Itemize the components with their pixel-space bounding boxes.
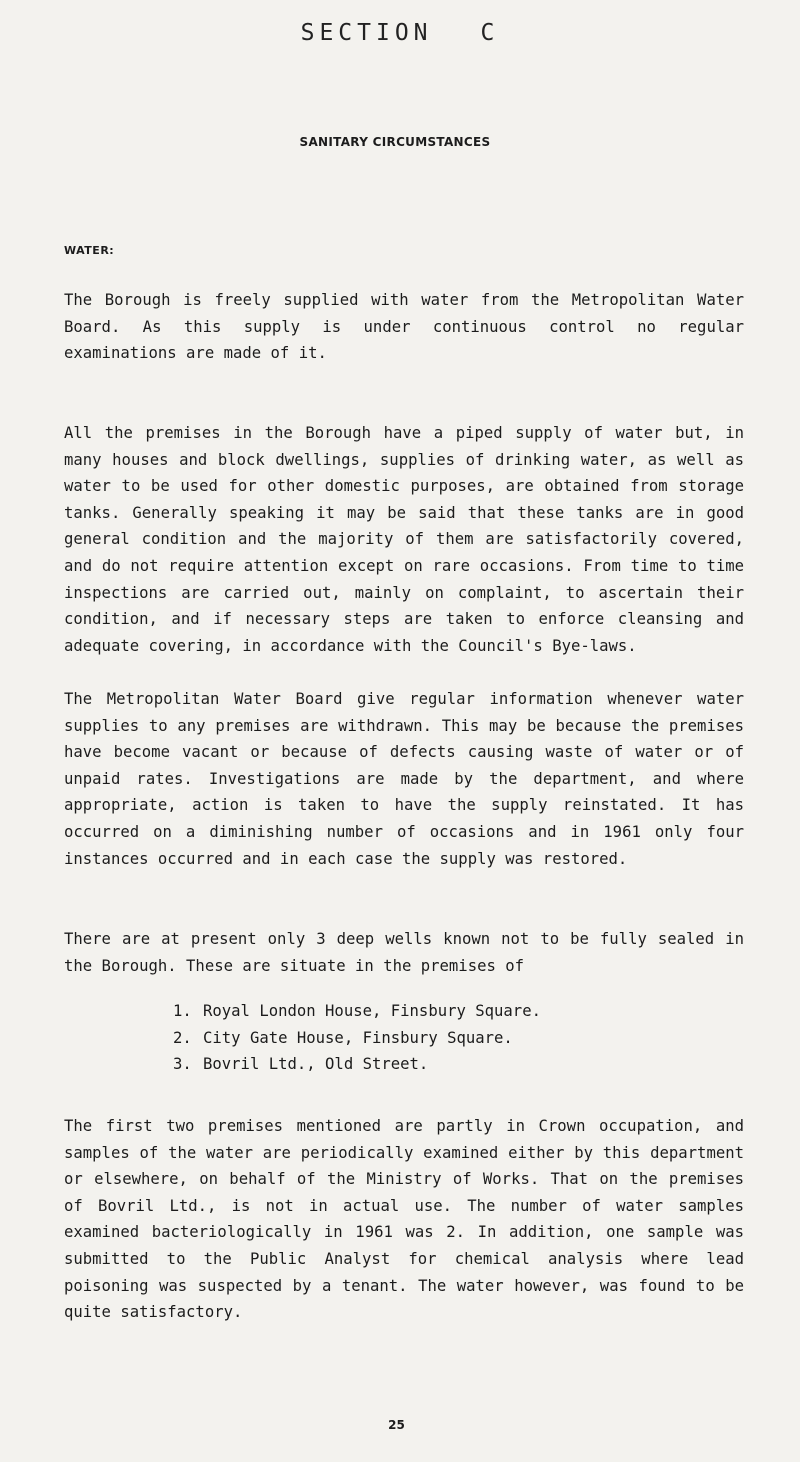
page-number: 25 xyxy=(388,1418,405,1432)
list-item-number: 2. xyxy=(173,1028,192,1047)
paragraph-samples: The first two premises mentioned are partly in Crown occupation, and samples of the water are periodically examined either by this department or elsewhere, on behalf of the Ministry of Works. That on the premises of Bovril Ltd., is not in actual use. The number of water samples examined bacteriologically in 1961 was 2. In addition, one sample was submitted to the Public Analyst for chemical analysis where lead poisoning was suspected by a tenant. The water however, was found to be quite satisfactory. xyxy=(64,1117,744,1322)
paragraph-water-supply: The Borough is freely supplied with water from the Metropolitan Water Board. As this supply is under continuous control no regular examinations are made of it. xyxy=(64,291,744,363)
section-letter: C xyxy=(480,20,500,46)
list-item xyxy=(173,998,541,1025)
list-item-number: 3. xyxy=(173,1055,192,1073)
list-item-text: Bovril Ltd., Old Street. xyxy=(203,1055,429,1073)
list-item xyxy=(173,1051,541,1078)
list-item-text: Royal London House, Finsbury Square. xyxy=(203,1002,541,1020)
wells-list xyxy=(173,998,541,1078)
water-label: WATER: xyxy=(64,244,115,257)
paragraph-deep-wells: There are at present only 3 deep wells known not to be fully sealed in the Borough. These are situate in the premises of xyxy=(64,930,744,975)
paragraph-water-board: The Metropolitan Water Board give regular information whenever water supplies to any premises are withdrawn. This may be because the premises have become vacant or because of defects causing waste of water or of unpaid rates. Investigations are made by the department, and where appropriate, action is taken to have the supply reinstated. It has occurred on a diminishing number of occasions and in 1961 only four instances occurred and in each case the supply was restored. xyxy=(64,690,744,868)
list-item-text: City Gate House, Finsbury Square. xyxy=(203,1028,513,1047)
list-item xyxy=(173,1025,541,1052)
page-heading: SANITARY CIRCUMSTANCES xyxy=(299,135,491,149)
paragraph-storage-tanks: All the premises in the Borough have a piped supply of water but, in many houses and block dwellings, supplies of drinking water, as well as water to be used for other domestic purposes, are obtained from storage tanks. Generally speaking it may be said that these tanks are in good general condition and the majority of them are satisfactorily covered, and do not require attention except on rare occasions. From time to time inspections are carried out, mainly on complaint, to ascertain their condition, and if necessary steps are taken to enforce cleansing and adequate covering, in accordance with the Council's Bye-laws. xyxy=(64,424,744,655)
section-word: SECTION xyxy=(300,20,433,46)
section-title xyxy=(0,20,800,46)
list-item-number: 1. xyxy=(173,1002,192,1020)
